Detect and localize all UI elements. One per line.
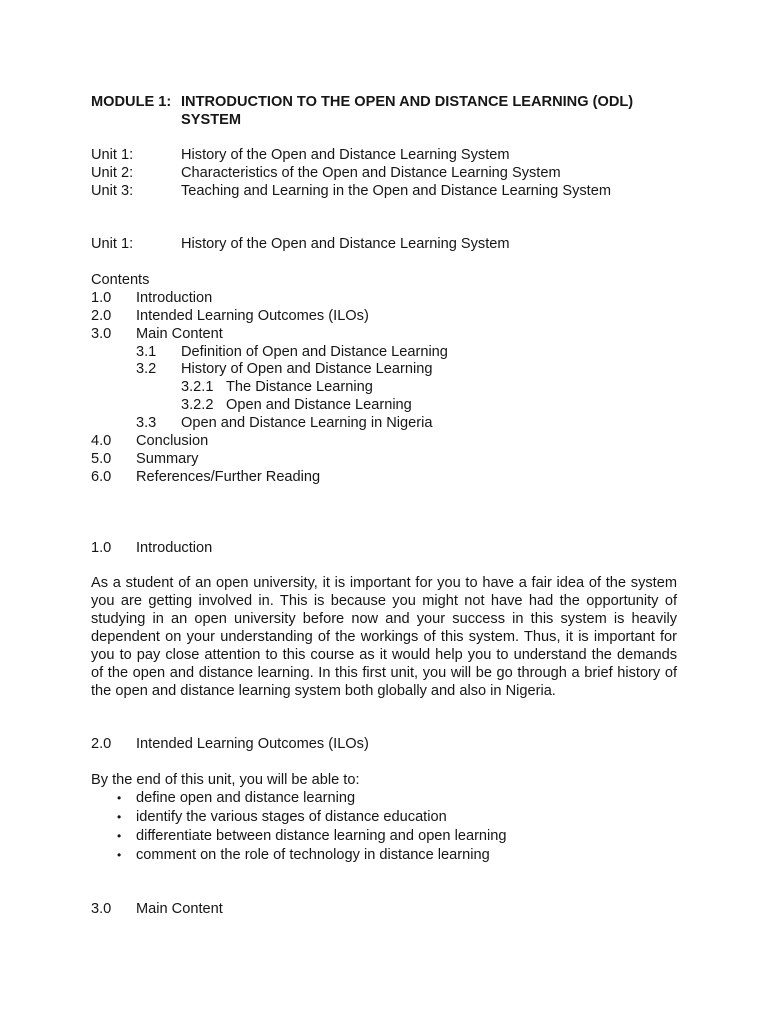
- ilo-item: comment on the role of technology in distance learning: [136, 847, 490, 863]
- toc-entry: History of Open and Distance Learning: [181, 361, 433, 377]
- bullet-icon: •: [117, 810, 122, 824]
- section-heading-main-content: Main Content: [136, 901, 223, 917]
- section-heading-ilos: Intended Learning Outcomes (ILOs): [136, 736, 369, 752]
- unit-list-label-2: Unit 2:: [91, 165, 134, 181]
- unit-list-label-1: Unit 1:: [91, 147, 134, 163]
- toc-number: 6.0: [91, 469, 112, 485]
- toc-entry: The Distance Learning: [226, 379, 373, 395]
- contents-heading: Contents: [91, 272, 150, 288]
- unit-list-title-1: History of the Open and Distance Learning System: [181, 147, 510, 163]
- ilo-item: identify the various stages of distance education: [136, 809, 447, 825]
- toc-number: 1.0: [91, 290, 112, 306]
- bullet-icon: •: [117, 829, 122, 843]
- module-label: MODULE 1:: [91, 94, 172, 110]
- toc-entry: Intended Learning Outcomes (ILOs): [136, 308, 369, 324]
- toc-entry: Open and Distance Learning: [226, 397, 412, 413]
- toc-number: 3.0: [91, 326, 112, 342]
- ilo-item: define open and distance learning: [136, 790, 356, 806]
- toc-entry: Definition of Open and Distance Learning: [181, 344, 448, 360]
- toc-number: 3.1: [136, 344, 157, 360]
- unit-list-title-2: Characteristics of the Open and Distance Learning System: [181, 165, 561, 181]
- ilos-lead-text: By the end of this unit, you will be able to:: [91, 772, 360, 788]
- unit-list-title-3: Teaching and Learning in the Open and Distance Learning System: [181, 183, 611, 199]
- toc-number: 3.2.2: [181, 397, 214, 413]
- toc-number: 3.3: [136, 415, 157, 431]
- toc-entry: Conclusion: [136, 433, 209, 449]
- ilo-item: differentiate between distance learning and open learning: [136, 828, 507, 844]
- unit-list-label-3: Unit 3:: [91, 183, 134, 199]
- section-number-ilos: 2.0: [91, 736, 112, 752]
- toc-entry: Main Content: [136, 326, 223, 342]
- module-title-line-1: INTRODUCTION TO THE OPEN AND DISTANCE LEARNING (ODL): [181, 94, 634, 110]
- section-number-introduction: 1.0: [91, 540, 112, 556]
- toc-number: 3.2: [136, 361, 157, 377]
- toc-number: 4.0: [91, 433, 112, 449]
- section-heading-introduction: Introduction: [136, 540, 213, 556]
- bullet-icon: •: [117, 791, 122, 805]
- toc-number: 5.0: [91, 451, 112, 467]
- section-number-main-content: 3.0: [91, 901, 112, 917]
- toc-number: 2.0: [91, 308, 112, 324]
- current-unit-title: History of the Open and Distance Learning System: [181, 236, 510, 252]
- current-unit-label: Unit 1:: [91, 236, 134, 252]
- bullet-icon: •: [117, 848, 122, 862]
- toc-entry: Summary: [136, 451, 199, 467]
- toc-number: 3.2.1: [181, 379, 214, 395]
- module-title-line-2: SYSTEM: [181, 112, 242, 128]
- toc-entry: References/Further Reading: [136, 469, 321, 485]
- toc-entry: Open and Distance Learning in Nigeria: [181, 415, 433, 431]
- toc-entry: Introduction: [136, 290, 213, 306]
- introduction-paragraph: As a student of an open university, it is important for you to have a fair idea of the system you are getting involved in. This is because you might not have had the opportunity of studying in an open university before now and your success in this system is heavily dependent on your understanding of the workings of this system. Thus, it is important for you to pay close attention to this course as it would help you to understand the demands of the open and distance learning. In this first unit, you will be go through a brief history of the open and distance learning system both globally and also in Nigeria.: [91, 575, 677, 699]
